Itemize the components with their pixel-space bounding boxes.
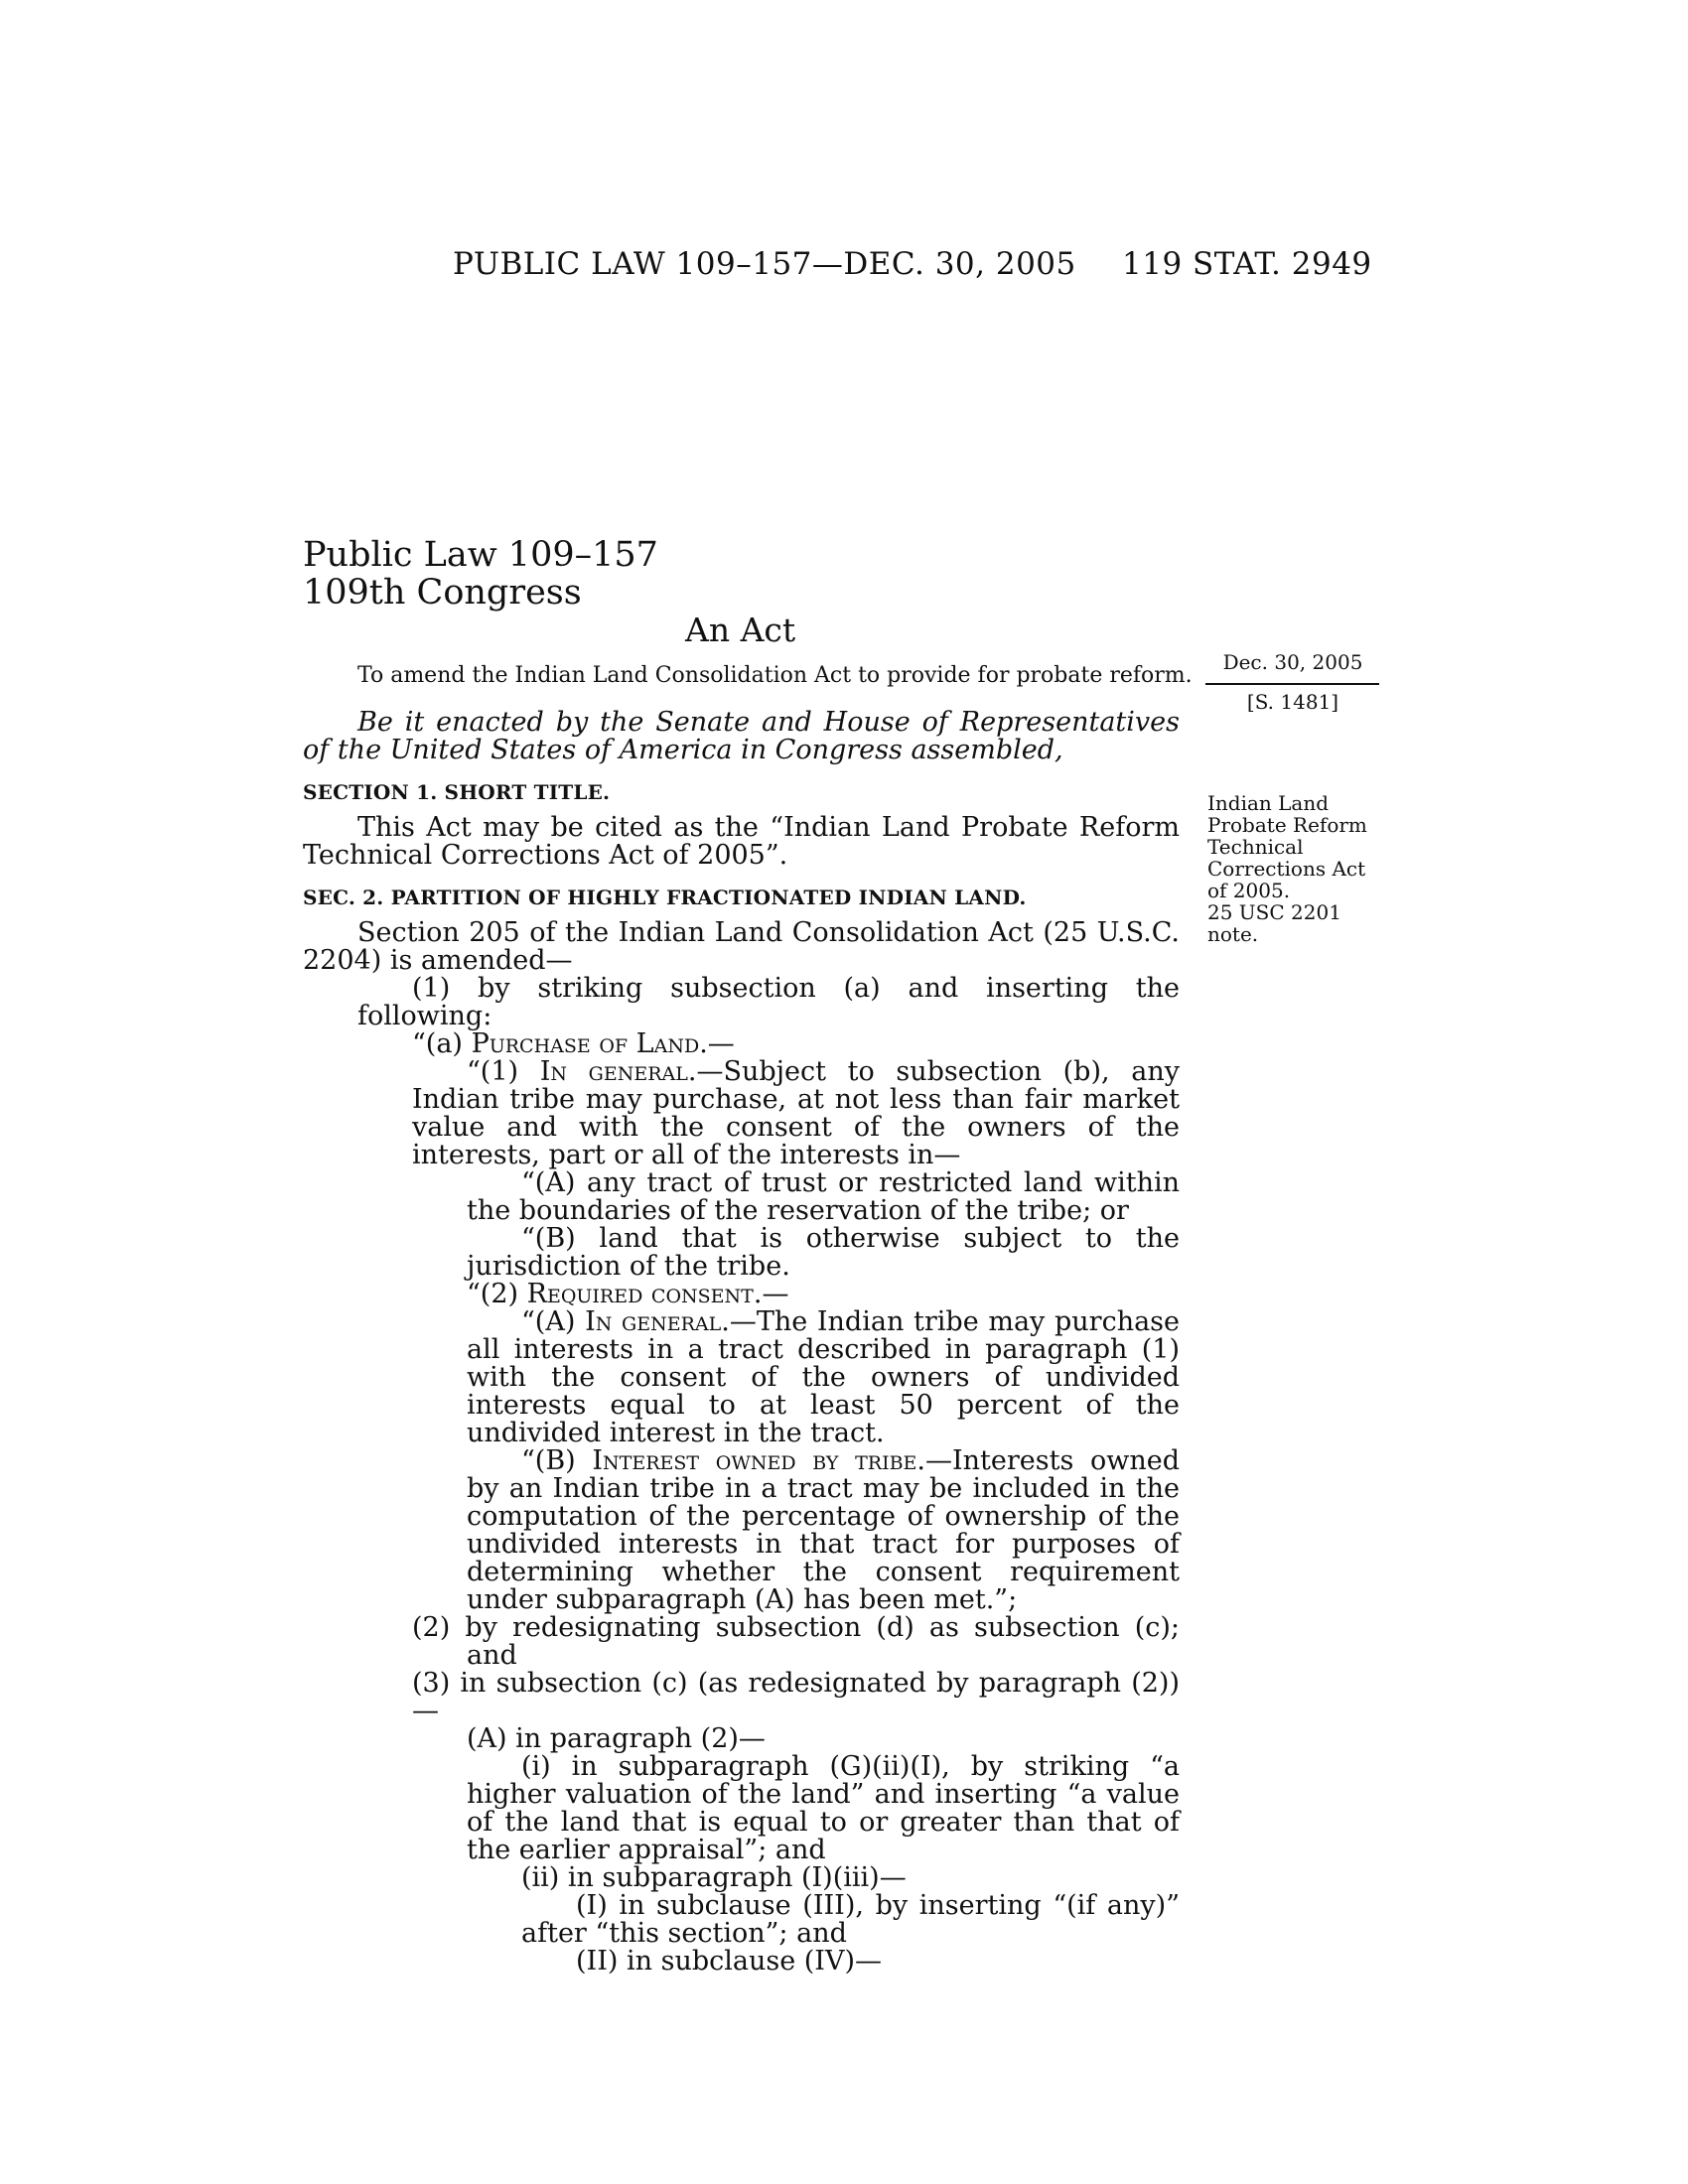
margin-rule bbox=[1205, 683, 1379, 685]
act-purpose: To amend the Indian Land Consolidation Act to provide for probate reform. bbox=[357, 663, 1193, 688]
amendment-paragraph-3: (3) in subsection (c) (as redesignated by paragraph (2))— bbox=[412, 1668, 1180, 1726]
paragraph-a-1-text: .—Subject to subsection (b), any Indian tribe may purchase, at not less than fair market value and with the consent of the owners of the interests, part or all of the interests in— bbox=[412, 1056, 1180, 1170]
margin-date: Dec. 30, 2005 bbox=[1222, 650, 1363, 674]
public-law-number: Public Law 109–157 bbox=[303, 535, 658, 575]
section-2-heading: SEC. 2. PARTITION OF HIGHLY FRACTIONATED INDIAN LAND. bbox=[303, 886, 1027, 909]
paragraph-a-2 bbox=[303, 1281, 1180, 1308]
subparagraph-a-2-A-text: .—The Indian tribe may purchase all interests in a tract described in paragraph (1) with the consent of the owners of undivided interests equal to at least 50 percent of the undivided interest in the tract. bbox=[467, 1306, 1181, 1448]
subsection-a-prefix: “(a) bbox=[412, 1028, 472, 1059]
margin-bill-number: [S. 1481] bbox=[1246, 690, 1339, 714]
subparagraph-a-1-A: “(A) any tract of trust or restricted land within the boundaries of the reservation of the tribe; or bbox=[467, 1167, 1180, 1226]
congress-number: 109th Congress bbox=[303, 573, 582, 613]
enacting-clause: Be it enacted by the Senate and House of Representatives of the United States of America in Congress assembled, bbox=[303, 707, 1180, 765]
paragraph-a-1-prefix: “(1) bbox=[467, 1056, 540, 1087]
margin-note-line: Corrections Act bbox=[1207, 857, 1366, 881]
paragraph-a-1 bbox=[303, 1058, 1180, 1169]
amendment-subclause-3-A-ii-I: (I) in subclause (III), by inserting “(if any)” after “this section”; and bbox=[521, 1890, 1180, 1949]
margin-note-line: Probate Reform bbox=[1207, 813, 1367, 837]
subparagraph-a-2-B-heading: Interest owned by tribe bbox=[592, 1445, 917, 1476]
subsection-a bbox=[303, 1030, 1180, 1058]
section-1-heading: SECTION 1. SHORT TITLE. bbox=[303, 780, 611, 804]
subparagraph-a-2-A-heading: In general bbox=[585, 1306, 722, 1337]
section-2-intro: Section 205 of the Indian Land Consolidation Act (25 U.S.C. 2204) is amended— bbox=[303, 917, 1180, 976]
act-heading: An Act bbox=[685, 611, 796, 649]
paragraph-a-1-heading: In general bbox=[539, 1056, 688, 1087]
amendment-clause-3-A-ii: (ii) in subparagraph (I)(iii)— bbox=[521, 1862, 907, 1893]
amendment-subclause-3-A-ii-II: (II) in subclause (IV)— bbox=[576, 1946, 883, 1977]
amendment-subparagraph-3-A: (A) in paragraph (2)— bbox=[467, 1723, 766, 1754]
amendment-paragraph-2-text: (2) by redesignating subsection (d) as subsection (c); and bbox=[412, 1612, 1180, 1671]
section-1-text: This Act may be cited as the “Indian Land Probate Reform Technical Corrections Act of 2005”. bbox=[303, 812, 1180, 871]
subparagraph-a-2-A bbox=[303, 1308, 1180, 1447]
margin-note bbox=[1207, 792, 1396, 945]
margin-note-line: note. bbox=[1207, 922, 1259, 946]
amendment-clause-3-A-i: (i) in subparagraph (G)(ii)(I), by striking “a higher valuation of the land” and inserting “a value of the land that is equal to or greater than that of the earlier appraisal”; and bbox=[467, 1751, 1180, 1865]
margin-note-line: Technical bbox=[1207, 835, 1304, 859]
margin-note-line: 25 USC 2201 bbox=[1207, 900, 1341, 924]
running-head: PUBLIC LAW 109–157—DEC. 30, 2005 bbox=[453, 246, 1076, 282]
paragraph-a-2-heading: Required consent bbox=[526, 1279, 754, 1309]
subparagraph-a-2-B bbox=[303, 1447, 1180, 1614]
stat-page-number: 119 STAT. 2949 bbox=[1122, 246, 1372, 282]
subparagraph-a-2-B-prefix: “(B) bbox=[521, 1445, 593, 1476]
subsection-a-suffix: .— bbox=[699, 1028, 735, 1059]
paragraph-a-2-suffix: .— bbox=[753, 1279, 789, 1309]
amendment-paragraph-1: (1) by striking subsection (a) and inserting the following: bbox=[357, 973, 1180, 1031]
margin-note-line: Indian Land bbox=[1207, 791, 1330, 815]
margin-note-line: of 2005. bbox=[1207, 879, 1291, 902]
subparagraph-a-1-B: “(B) land that is otherwise subject to the jurisdiction of the tribe. bbox=[467, 1223, 1180, 1282]
amendment-paragraph-2 bbox=[303, 1614, 1180, 1670]
subparagraph-a-2-B-text: .—Interests owned by an Indian tribe in a tract may be included in the computation of the percentage of ownership of the undivided interests in that tract for purposes of determining whether the consent requirement under subparagraph (A) has been met.”; bbox=[467, 1445, 1181, 1615]
subsection-a-heading: Purchase of Land bbox=[471, 1028, 700, 1059]
subparagraph-a-2-A-prefix: “(A) bbox=[521, 1306, 586, 1337]
paragraph-a-2-prefix: “(2) bbox=[467, 1279, 527, 1309]
act-body bbox=[303, 705, 1180, 1976]
